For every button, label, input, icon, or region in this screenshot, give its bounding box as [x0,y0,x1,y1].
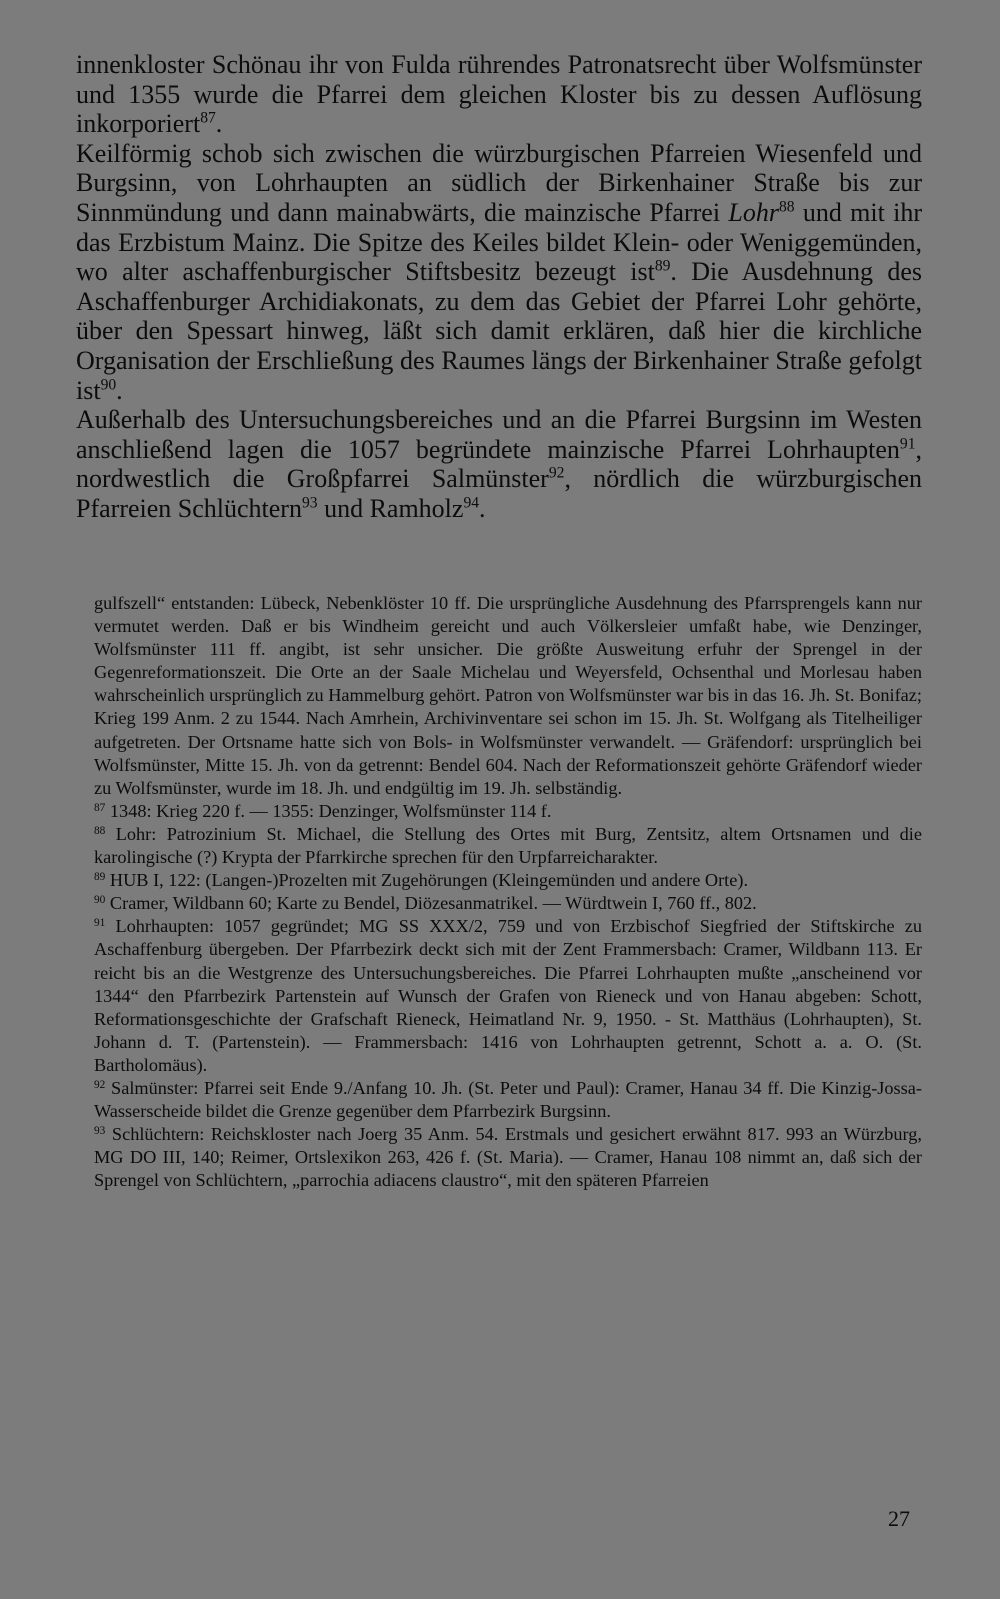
footnote-reference: 92 [548,464,565,482]
text-run: . [215,109,223,139]
footnote-number: 88 [94,824,106,837]
text-run: , nordwestlich die Großpfarrei Salmünster [76,434,922,494]
text-run: . [116,375,123,405]
footnote [94,869,922,892]
footnote-number: 91 [94,917,106,930]
text-run: Keilförmig schob sich zwischen die würzburgischen Pfarreien Wiesenfeld und Burgsinn, von Lohrhaupten an südlich der Birkenhainer Straße bis zur Sinnmündung und dann mainabwärts, die mainzische Pfarrei [76,138,922,227]
footnote-number: 87 [94,801,106,814]
text-run: innenkloster Schönau ihr von Fulda rührendes Patronatsrecht über Wolfsmünster und 1355 wurde die Pfarrei dem gleichen Kloster bis zu dessen Auflösung inkorporiert [76,50,922,139]
main-text [76,50,922,524]
footnote-reference: 93 [301,494,318,512]
footnote-number: 92 [94,1078,106,1091]
text-run: , nördlich die würzburgischen Pfarreien Schlüchtern [76,464,922,523]
text-run: . [479,493,486,523]
footnote-text: HUB I, 122: (Langen-)Prozelten mit Zugehörungen (Kleingemünden und andere Orte). [109,870,749,891]
italic-place-name: Lohr [728,197,779,227]
page-number: 27 [888,1506,910,1531]
footnote [94,892,922,915]
footnote-text: Lohr: Patrozinium St. Michael, die Stellung des Ortes mit Burg, Zentsitz, altem Ortsnamen und die karolingische (?) Krypta der Pfarrkirche sprechen für den Urpfarreicharakter. [94,823,922,868]
footnote-number: 89 [94,870,106,883]
footnote-text: 1348: Krieg 220 f. — 1355: Denzinger, Wolfsmünster 114 f. [109,800,552,821]
footnotes [94,592,922,1192]
footnote-reference: 91 [899,435,916,453]
text-run: und Ramholz [317,493,464,523]
paragraph [76,405,922,523]
footnote-text: Schlüchtern: Reichskloster nach Joerg 35 Anm. 54. Erstmals und gesichert erwähnt 817. 993 an Würzburg, MG DO III, 140; Reimer, Ortslexikon 263, 426 f. (St. Maria). — Cramer, Hanau 108 nimmt an, daß sich der Sprengel von Schlüchtern, „parrochia adiacens claustro“, mit den späteren Pfarreien [94,1124,922,1191]
footnote-text: Cramer, Wildbann 60; Karte zu Bendel, Diözesanmatrikel. — Würdtwein I, 760 ff., 802. [109,893,757,914]
footnote-text: Lohrhaupten: 1057 gegründet; MG SS XXX/2, 759 und von Erzbischof Siegfried der Stiftskirche zu Aschaffenburg übergeben. Der Pfarrbezirk deckt sich mit der Zent Frammersbach: Cramer, Wildbann 113. Er reicht bis an die Westgrenze des Untersuchungsbereiches. Die Pfarrei Lohrhaupten mußte „anscheinend vor 1344“ den Pfarrbezirk Partenstein auf Wunsch der Grafen von Rieneck und von Hanau abgeben: Schott, Reformationsgeschichte der Grafschaft Rieneck, Heimatland Nr. 9, 1950. - St. Matthäus (Lohrhaupten), St. Johann d. T. (Partenstein). — Frammersbach: 1416 von Lohrhaupten getrennt, Schott a. a. O. (St. Bartholomäus). [94,916,922,1075]
text-run: Außerhalb des Untersuchungsbereiches und an die Pfarrei Burgsinn im Westen anschließend lagen die 1057 begründete mainzische Pfarrei Lohrhaupten [76,405,922,464]
footnote-reference: 87 [200,109,216,127]
footnote-reference: 94 [463,494,480,512]
footnote-reference: 88 [778,198,795,216]
footnote [94,1123,922,1192]
footnote [94,1077,922,1123]
text-run: . Die Ausdehnung des Aschaffenburger Archidiakonats, zu dem das Gebiet der Pfarrei Lohr gehörte, über den Spessart hinweg, läßt sich damit erklären, daß hier die kirchliche Organisation der Erschließung des Raumes längs der Birkenhainer Straße gefolgt ist [76,257,922,405]
footnote-text: Salmünster: Pfarrei seit Ende 9./Anfang 10. Jh. (St. Peter und Paul): Cramer, Hanau 34 ff. Die Kinzig-Jossa-Wasserscheide bildet die Grenze gegenüber dem Pfarrbezirk Burgsinn. [94,1077,922,1122]
paragraph [76,50,922,139]
footnote-number: 90 [94,893,106,906]
text-run: und mit ihr das Erzbistum Mainz. Die Spitze des Keiles bildet Klein- oder Weniggemünden, wo alter aschaffenburgischer Stiftsbesitz bezeugt ist [76,197,922,287]
footnote-number: 93 [94,1124,106,1137]
paragraph [76,139,922,405]
footnote [94,800,922,823]
footnote-reference: 90 [100,376,117,394]
footnote-reference: 89 [654,257,671,275]
footnote [94,823,922,869]
footnote-text: gulfszell“ entstanden: Lübeck, Nebenklöster 10 ff. Die ursprüngliche Ausdehnung des Pfarrsprengels kann nur vermutet werden. Daß er bis Windheim gereicht und auch Völkersleier umfaßt habe, wie Denzinger, Wolfsmünster 111 ff. angibt, ist sehr unsicher. Die größte Ausweitung erfuhr der Sprengel in der Gegenreformationszeit. Die Orte an der Saale Michelau und Weyersfeld, Ochsenthal und Morlesau haben wahrscheinlich ursprünglich zu Hammelburg gehört. Patron von Wolfsmünster war bis in das 16. Jh. St. Bonifaz; Krieg 199 Anm. 2 zu 1544. Nach Amrhein, Archivinventare sei schon im 15. Jh. St. Wolfgang als Titelheiliger aufgetreten. Der Ortsname hatte sich von Bols- in Wolfsmünster verwandelt. — Gräfendorf: ursprünglich bei Wolfsmünster, Mitte 15. Jh. von da getrennt: Bendel 604. Nach der Reformationszeit gehörte Gräfendorf wieder zu Wolfsmünster, wurde im 18. Jh. und endgültig im 19. Jh. selbständig. [94,593,922,798]
footnote [94,915,922,1077]
footnote-continued [94,592,922,800]
